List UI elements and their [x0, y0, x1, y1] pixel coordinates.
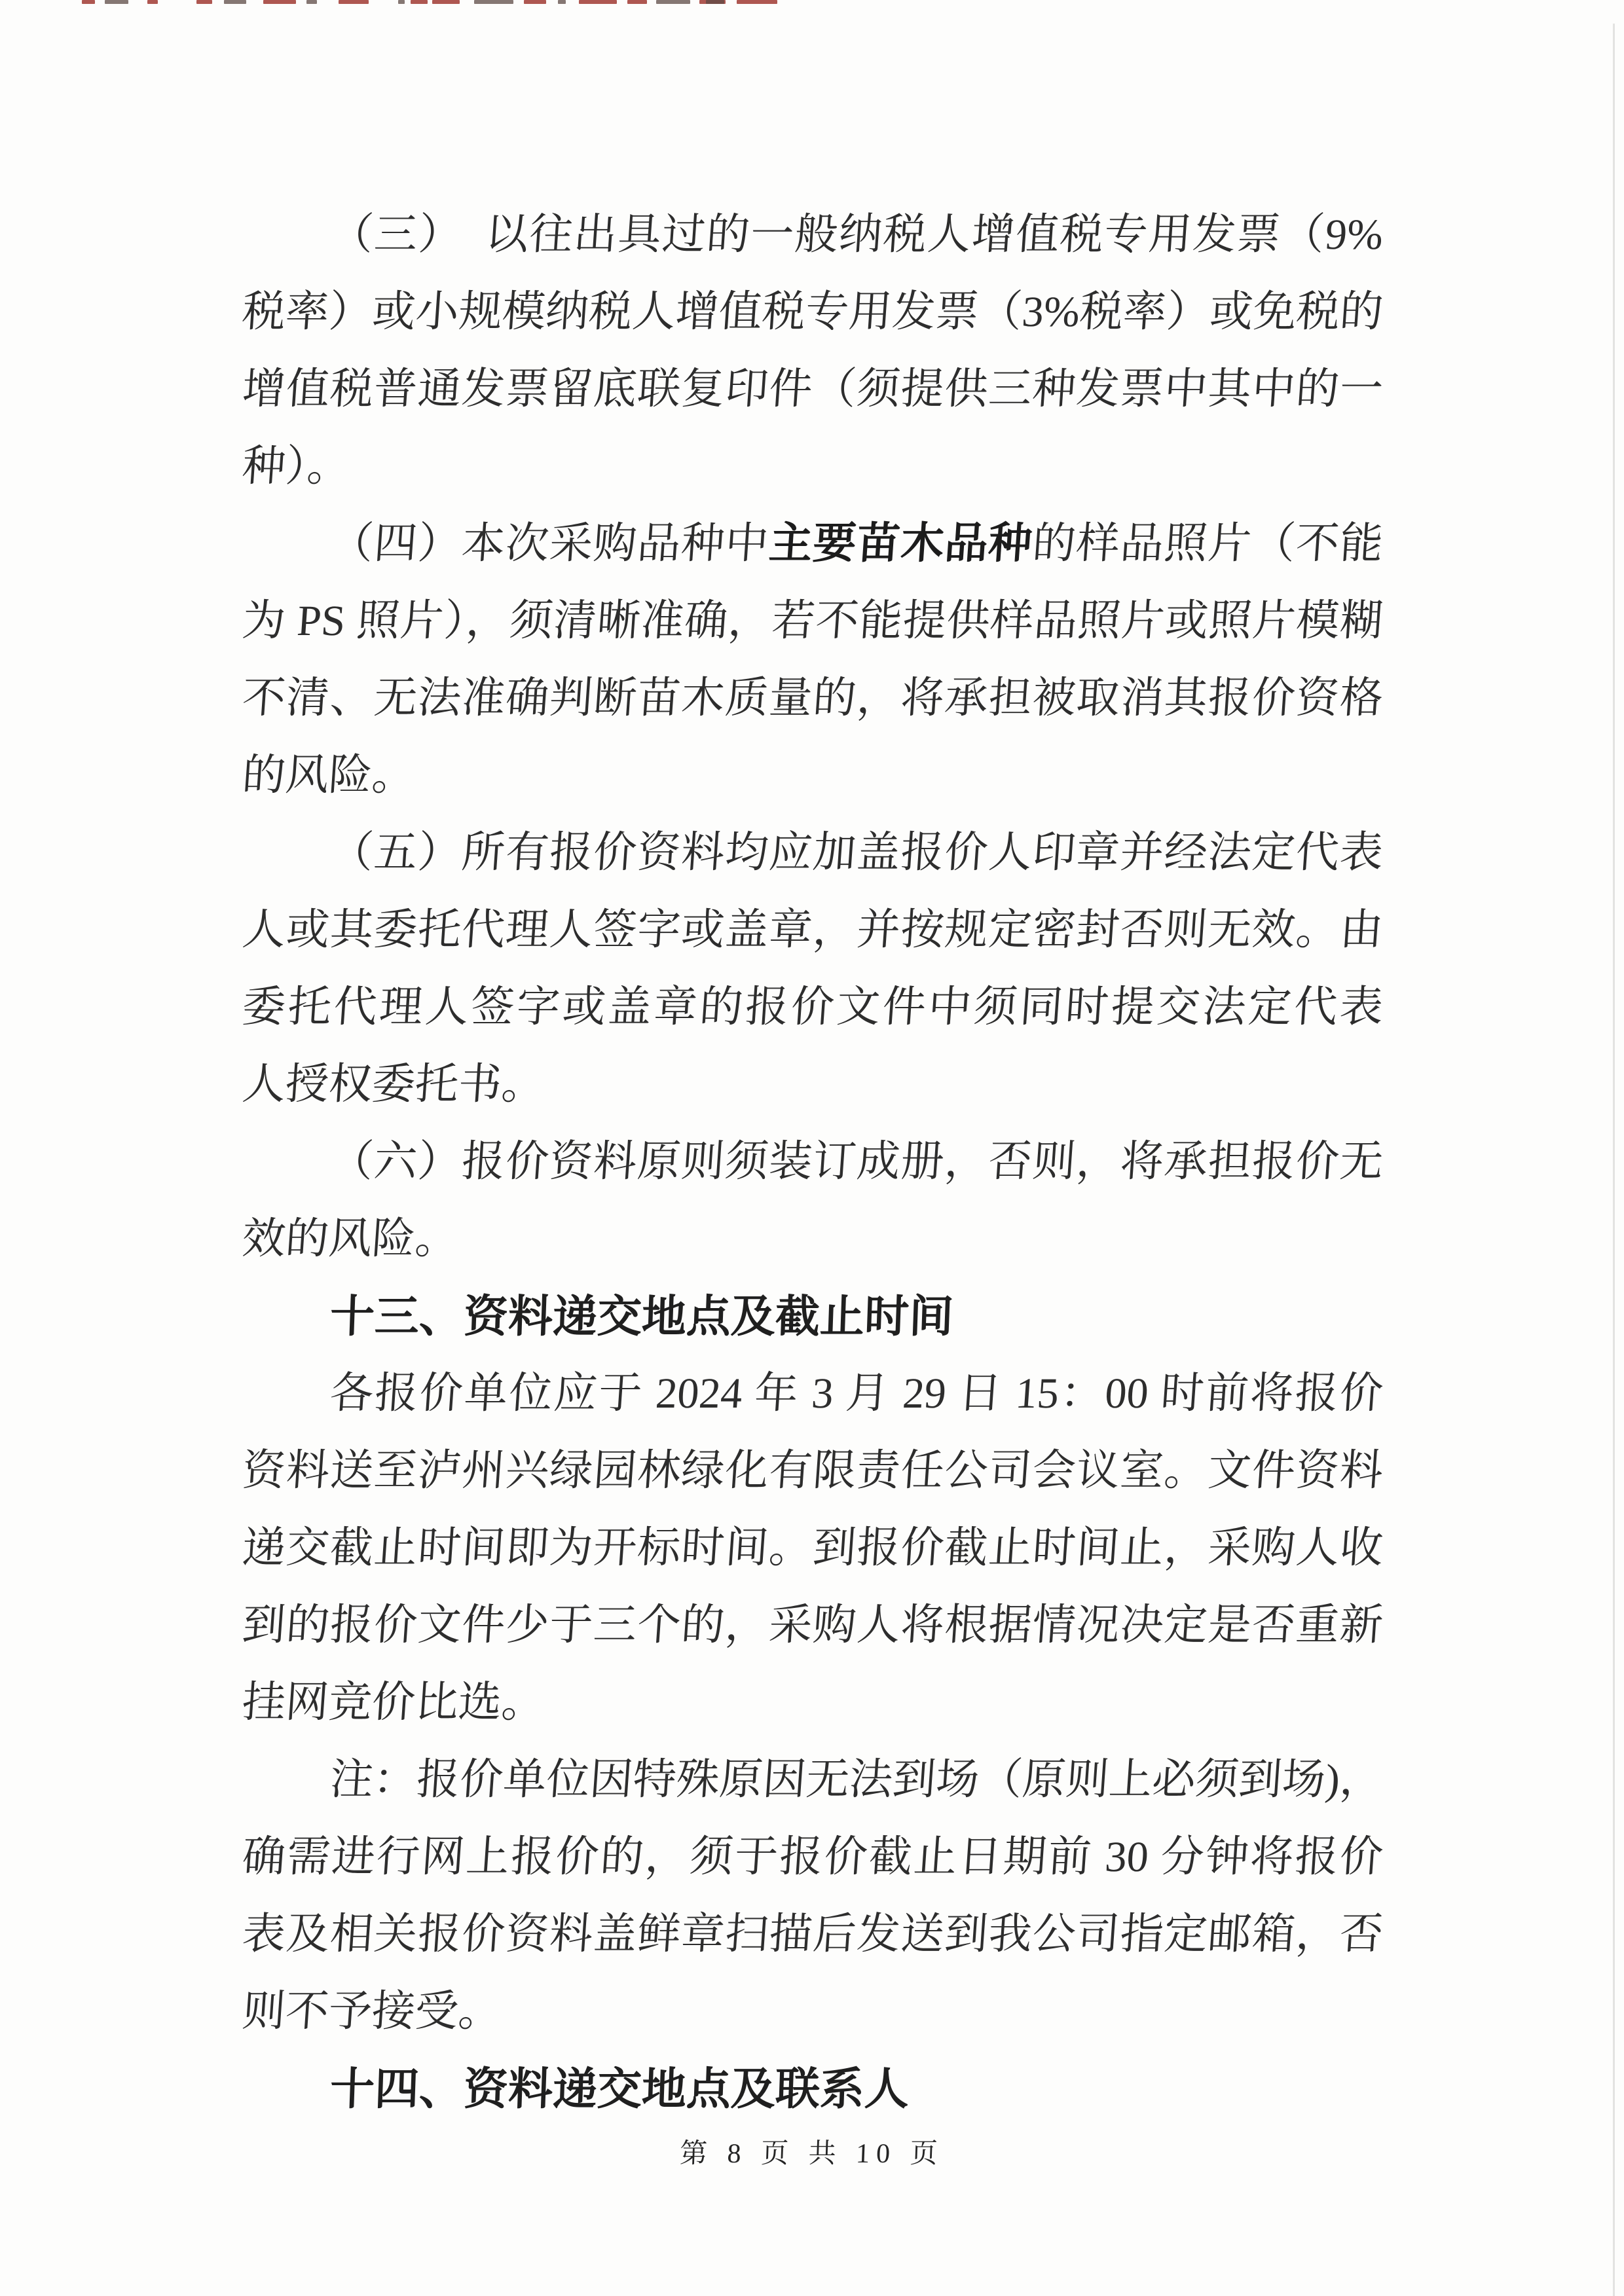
- text-segment: 为 PS 照片），须清晰准确，若不能提供样品照片或照片模糊: [240, 597, 1385, 645]
- document-line: [240, 428, 1386, 505]
- scan-artifact-dash: [147, 0, 158, 4]
- document-line: [240, 1896, 1386, 1973]
- scan-artifact-dash: [263, 0, 296, 4]
- scan-artifact-dash: [627, 0, 647, 4]
- scan-artifact-dash: [224, 0, 246, 4]
- text-segment: 的样品照片（不能: [1031, 520, 1385, 568]
- text-segment: （四）本次采购品种中: [328, 520, 771, 568]
- scan-edge-line: [1613, 24, 1615, 2296]
- text-segment: 则不予接受。: [240, 1988, 504, 2035]
- scan-artifact-dash: [706, 0, 724, 4]
- text-segment: 确需进行网上报价的，须于报价截止日期前 30 分钟将报价: [240, 1833, 1385, 1881]
- document-line: [240, 1973, 1386, 2050]
- text-segment: 十四、资料递交地点及联系人: [329, 2064, 910, 2114]
- document-line: [240, 505, 1386, 583]
- document-line: [240, 274, 1386, 351]
- document-line: [240, 660, 1386, 737]
- section-heading-line: [241, 1278, 1384, 1355]
- scan-artifact-dash: [196, 0, 212, 4]
- text-segment: （六）报价资料原则须装订成册，否则，将承担报价无: [328, 1138, 1385, 1186]
- document-lines: [242, 196, 1383, 2128]
- text-segment: 到的报价文件少于三个的，采购人将根据情况决定是否重新: [240, 1601, 1385, 1649]
- document-line: [240, 1046, 1386, 1123]
- page-footer: 第 8 页 共 10 页: [679, 2139, 945, 2169]
- scan-artifact-dash: [105, 0, 128, 4]
- scan-artifact-dash: [432, 0, 460, 4]
- text-segment: （五）所有报价资料均应加盖报价人印章并经法定代表: [328, 829, 1385, 877]
- text-segment: 的风险。: [240, 752, 417, 799]
- scan-artifact-dash: [737, 0, 777, 4]
- text-segment: 人或其委托代理人签字或盖章，并按规定密封否则无效。由: [240, 906, 1385, 954]
- document-line: [240, 1587, 1386, 1664]
- document-line: [240, 1355, 1386, 1432]
- document-line: [240, 1819, 1386, 1896]
- text-segment: 效的风险。: [240, 1215, 460, 1263]
- text-segment: 委托代理人签字或盖章的报价文件中须同时提交法定代表: [240, 983, 1385, 1031]
- document-line: [240, 969, 1386, 1046]
- scan-artifact-dash: [558, 0, 566, 4]
- document-line: [240, 351, 1386, 428]
- text-segment: 税率）或小规模纳税人增值税专用发票（3%税率）或免税的: [240, 288, 1385, 336]
- text-segment: 各报价单位应于 2024 年 3 月 29 日 15：00 时前将报价: [328, 1370, 1385, 1417]
- text-segment: 表及相关报价资料盖鲜章扫描后发送到我公司指定邮箱，否: [240, 1910, 1385, 1958]
- document-line: [240, 1510, 1386, 1587]
- scan-artifact-dash: [524, 0, 546, 4]
- text-segment: 资料送至泸州兴绿园林绿化有限责任公司会议室。文件资料: [240, 1447, 1385, 1495]
- bold-text-segment: 主要苗木品种: [767, 520, 1035, 568]
- scan-artifact-dash: [306, 0, 317, 4]
- text-segment: 十三、资料递交地点及截止时间: [329, 1292, 955, 1341]
- text-segment: 增值税普通发票留底联复印件（须提供三种发票中其中的一: [240, 365, 1385, 413]
- text-segment: 种）。: [240, 443, 352, 490]
- scan-artifact-dash: [656, 0, 690, 4]
- document-line: [240, 1123, 1386, 1201]
- text-segment: 注：报价单位因特殊原因无法到场（原则上必须到场)，: [328, 1756, 1385, 1804]
- scan-artifact-dash: [411, 0, 428, 4]
- text-segment: 递交截止时间即为开标时间。到报价截止时间止，采购人收: [240, 1524, 1385, 1572]
- scan-artifact-dash: [579, 0, 617, 4]
- document-line: [240, 892, 1386, 969]
- text-segment: 挂网竞价比选。: [240, 1679, 547, 1726]
- document-line: [240, 1201, 1386, 1278]
- document-line: [240, 1664, 1386, 1741]
- text-segment: （三） 以往出具过的一般纳税人增值税专用发票（9%: [328, 211, 1385, 259]
- section-heading-line: [241, 2050, 1384, 2128]
- document-line: [240, 196, 1386, 274]
- document-line: [240, 737, 1386, 814]
- document-line: [240, 1432, 1386, 1510]
- scan-artifact-dash: [82, 0, 95, 4]
- scan-artifact-dash: [474, 0, 513, 4]
- document-line: [240, 583, 1386, 660]
- scan-artifact-dash: [398, 0, 405, 4]
- text-segment: 不清、无法准确判断苗木质量的，将承担被取消其报价资格: [240, 674, 1385, 722]
- scan-artifact-dash: [339, 0, 369, 4]
- document-line: [240, 814, 1386, 892]
- document-line: [240, 1741, 1386, 1819]
- text-segment: 人授权委托书。: [240, 1061, 547, 1108]
